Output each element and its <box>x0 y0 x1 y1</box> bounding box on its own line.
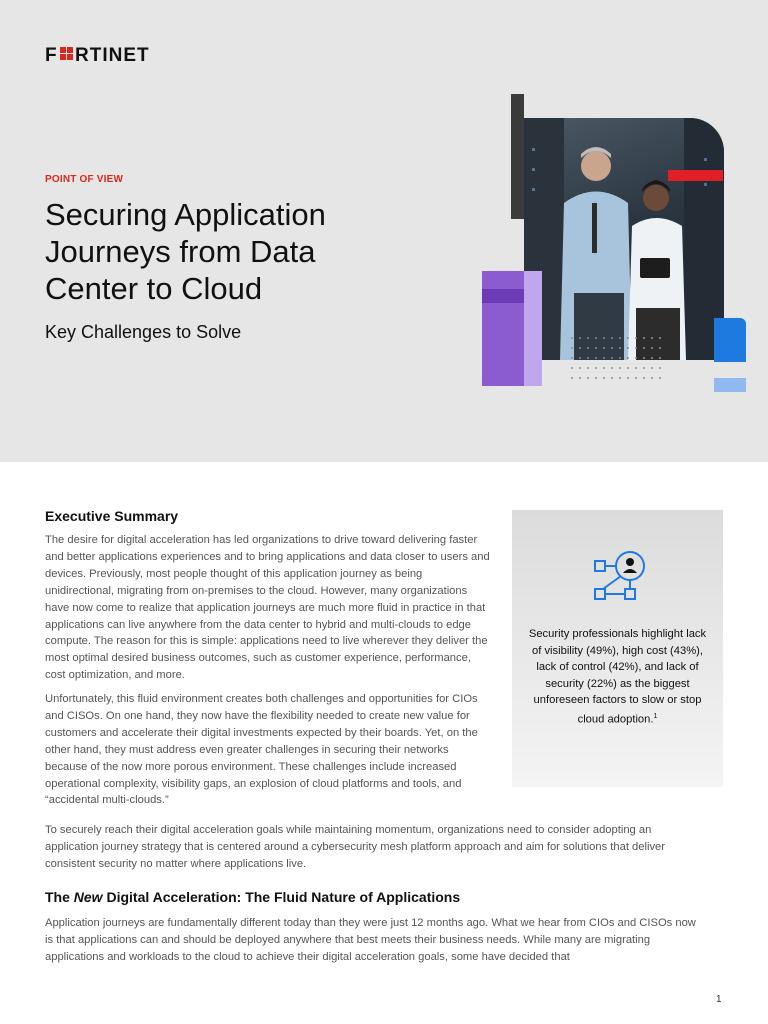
section-heading-fluid-nature <box>45 889 460 905</box>
decor-lilac-block <box>524 271 542 386</box>
kicker-label: POINT OF VIEW <box>45 174 124 185</box>
svg-text:F: F <box>45 45 57 64</box>
section-heading-part: Digital Acceleration: The Fluid Nature of Applications <box>102 889 461 905</box>
page-title: Securing Application Journeys from Data Center to Cloud <box>45 197 326 306</box>
decor-purple-dark-band <box>482 289 524 303</box>
executive-summary-paragraph-3: To securely reach their digital acceleration goals while maintaining momentum, organizations need to consider adopting an application journey strategy that is centered around a cybersecurity mesh platform approach and aim for solutions that deliver consistent security no matter where applications live. <box>45 824 665 870</box>
photo-people-illustration-icon <box>524 118 724 360</box>
fortinet-logo <box>45 44 185 64</box>
section-heading-emphasis: New <box>73 889 103 905</box>
section2-paragraph-1: Application journeys are fundamentally different today than they were just 12 months ago. What we hear from CIOs and CISOs now is that applications can and should be deployed anywhere that best meets their business needs. While many are migrating applications and workloads to the cloud to achieve their digital acceleration goals, some have decided that <box>45 917 696 963</box>
fortinet-logo-mark-icon <box>45 44 185 64</box>
hero-photo <box>524 118 724 360</box>
page-subtitle: Key Challenges to Solve <box>45 322 242 342</box>
stat-callout-box <box>512 510 723 787</box>
decor-red-bar <box>668 170 723 181</box>
decor-light-blue-bar <box>714 378 746 392</box>
executive-summary-heading: Executive Summary <box>45 508 179 524</box>
hero-banner <box>0 0 768 462</box>
stat-callout-body: Security professionals highlight lack of visibility (49%), high cost (43%), lack of control (42%), and lack of security (22%) as the biggest unforeseen factors to slow or stop cloud adoption. <box>528 628 707 726</box>
svg-text:RTINET: RTINET <box>75 45 150 64</box>
footnote-marker: 1 <box>653 712 658 720</box>
executive-summary-paragraph-1: The desire for digital acceleration has led organizations to drive toward delivering faster and better applications experiences and to bring applications and data closer to users and devices. Previously, most people thought of this application journey as being unidirectional, migrating from on-premises to the cloud. However, many organizations have now come to realize that application journeys are much more fluid in practice in that applications can live anywhere from the data center to hybrid and multi-clouds to edge compute. The reason for this is simple: applications need to live wherever they deliver the most optimal desired business outcomes, such as customer experience, performance, cost optimization, and more. <box>45 534 490 682</box>
stat-callout-text <box>528 626 707 728</box>
hero-artwork <box>480 94 750 394</box>
page-number: 1 <box>716 994 722 1005</box>
decor-blue-block <box>714 318 746 362</box>
executive-summary-paragraph-2: Unfortunately, this fluid environment creates both challenges and opportunities for CIOs and CISOs. On one hand, they now have the flexibility needed to create new value for customers and accelerate their digital investments expected by their boards. Yet, on the other hand, they must address even greater challenges in securing their networks because of the now more porous environment. These challenges include increased operational complexity, visibility gaps, an explosion of cloud platforms and tools, and “accidental multi-clouds.” <box>45 693 478 807</box>
decor-dark-bar <box>511 94 524 219</box>
network-user-icon <box>589 548 649 608</box>
decor-dot-grid <box>570 336 670 382</box>
section-heading-part: The <box>45 889 74 905</box>
